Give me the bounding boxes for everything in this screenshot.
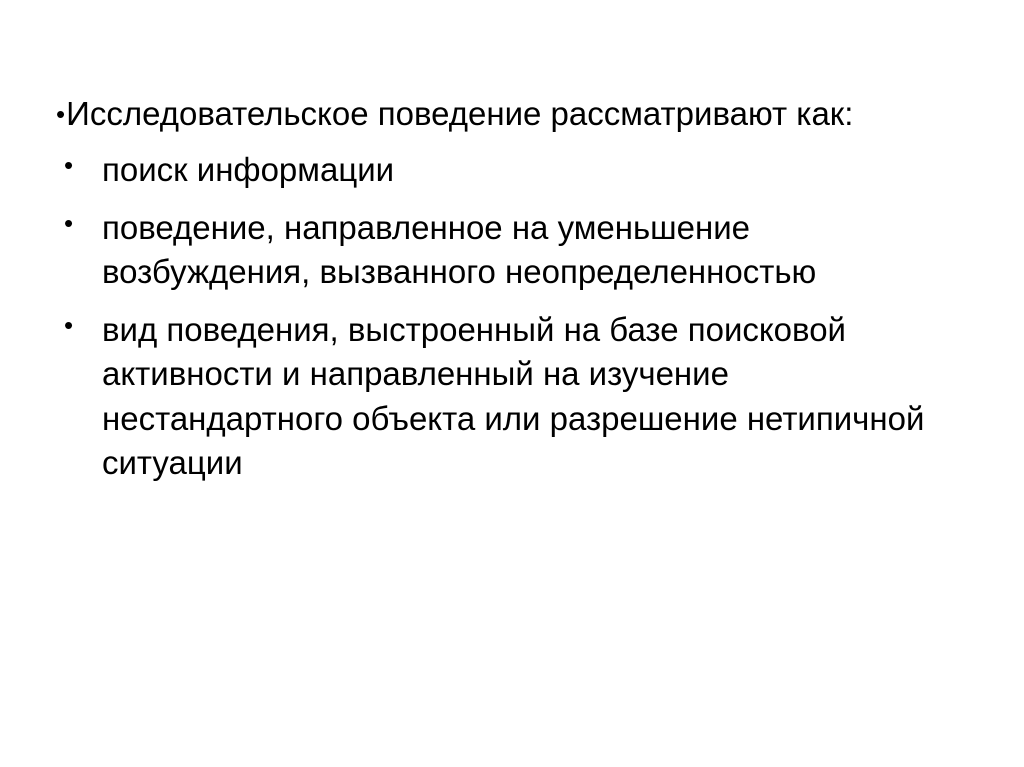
bullet-icon: • bbox=[64, 207, 74, 238]
list-item bbox=[56, 148, 956, 192]
lead-bullet-item bbox=[56, 92, 956, 136]
lead-bullet-text: Исследовательское поведение рассматривают как: bbox=[66, 95, 854, 132]
bullet-icon: • bbox=[64, 149, 74, 180]
bullet-icon: • bbox=[64, 310, 74, 341]
sub-bullet-list bbox=[56, 148, 956, 486]
list-item-text: поведение, направленное на уменьшение возбуждения, вызванного неопределенностью bbox=[102, 208, 817, 290]
slide-content bbox=[56, 92, 956, 485]
list-item-text: вид поведения, выстроенный на базе поисковой активности и направленный на изучение нестандартного объекта или разрешение нетипичной ситуации bbox=[102, 311, 925, 481]
bullet-icon: • bbox=[56, 99, 66, 129]
list-item-text: поиск информации bbox=[102, 150, 395, 188]
list-item bbox=[56, 308, 956, 485]
list-item bbox=[56, 206, 956, 294]
